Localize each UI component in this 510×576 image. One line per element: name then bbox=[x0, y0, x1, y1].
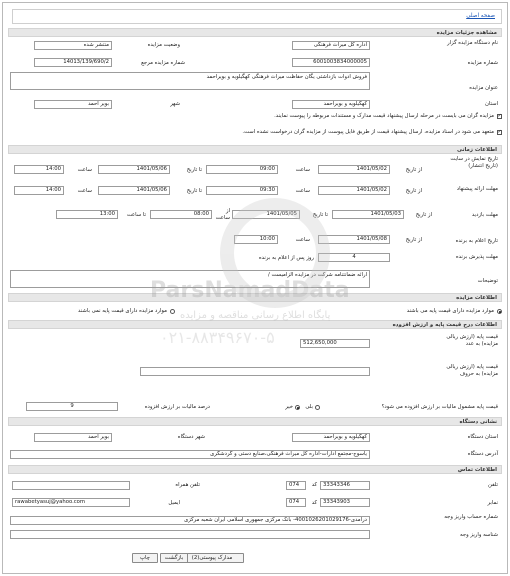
fax-code-field: 074 bbox=[286, 498, 306, 507]
accept-days-suffix: روز پس از اعلام به برنده bbox=[258, 255, 314, 261]
phone-code-field: 074 bbox=[286, 481, 306, 490]
no-base-price-label: موارد مزایده دارای قیمت پایه نمی باشند bbox=[78, 308, 167, 314]
auction-no-label: شماره مزایده bbox=[467, 60, 498, 66]
display-to-time: 14:00 bbox=[14, 165, 64, 174]
offer-from-label: از تاریخ bbox=[405, 188, 422, 194]
phone-label: تلفن bbox=[488, 482, 498, 488]
display-to-time-label: ساعت bbox=[77, 167, 92, 173]
announce-date-field: 1401/05/08 bbox=[318, 235, 390, 244]
display-date-label: تاریخ نمایش در سایت (تاریخ انتشار) bbox=[450, 156, 498, 169]
display-to-date: 1401/05/06 bbox=[98, 165, 170, 174]
province-label: استان bbox=[484, 101, 498, 107]
vat-percent-field: 9 bbox=[26, 402, 118, 411]
visit-to-time-label: تا ساعت bbox=[126, 212, 146, 218]
visit-from-time-label: از ساعت bbox=[215, 208, 230, 221]
mobile-field bbox=[12, 481, 130, 490]
vat-yes-label: بلی bbox=[305, 404, 313, 410]
vat-yes-radio[interactable] bbox=[315, 405, 320, 410]
visit-to-label: تا تاریخ bbox=[312, 212, 328, 218]
announce-from-label: از تاریخ bbox=[405, 237, 422, 243]
fax-label: نمابر bbox=[487, 500, 498, 506]
auction-no-field: 6001003834000005 bbox=[292, 58, 370, 67]
email-label: ایمیل bbox=[168, 500, 180, 506]
title-field: فروش ادوات بازداشتی یگان حفاظت میراث فرهنگی کهگیلویه و بویراحمد bbox=[10, 72, 370, 90]
no-base-price-radio[interactable] bbox=[170, 309, 175, 314]
section-header-price-info: اطلاعات درج قیمت پایه و ارزش افزوده bbox=[8, 320, 502, 329]
watermark-tagline: پایگاه اطلاع رسانی مناقصه و مزایده bbox=[180, 310, 331, 321]
notice1-text: مزایده گران می بایست در مرحله ارسال پیشنهاد قیمت مدارک و مستندات مربوطه را پیوست نمایند. bbox=[274, 113, 494, 119]
display-to-label: تا تاریخ bbox=[186, 167, 202, 173]
base-price-digits-field: 512,650,000 bbox=[300, 339, 370, 348]
description-field: ارائه ضمانتنامه شرکت در مزایده الزامیست / bbox=[10, 270, 370, 288]
offer-to-time-label: ساعت bbox=[77, 188, 92, 194]
close-button[interactable]: بازگشت bbox=[160, 553, 188, 563]
announce-time-field: 10:00 bbox=[234, 235, 278, 244]
accept-days-field: 4 bbox=[318, 253, 390, 262]
offer-to-date: 1401/05/06 bbox=[98, 186, 170, 195]
city-label: شهر bbox=[170, 101, 180, 107]
offer-to-time: 14:00 bbox=[14, 186, 64, 195]
org-city-field: بویر احمد bbox=[34, 433, 112, 442]
description-label: توضیحات bbox=[477, 278, 498, 284]
watermark-brand: ParsNamadData bbox=[150, 278, 350, 303]
display-from-label: از تاریخ bbox=[405, 167, 422, 173]
section-header-contact: اطلاعات تماس bbox=[8, 465, 502, 474]
section-header-address: نشانی دستگاه bbox=[8, 417, 502, 426]
org-address-label: آدرس دستگاه bbox=[467, 451, 498, 457]
offer-from-time: 09:30 bbox=[206, 186, 278, 195]
org-province-field: کهگیلویه و بویراحمد bbox=[292, 433, 370, 442]
top-bar bbox=[12, 9, 502, 24]
notice2-checkbox[interactable] bbox=[497, 130, 502, 135]
watermark-phone: ۰۲۱-۸۸۳۴۹۶۷۰-۵ bbox=[160, 328, 275, 347]
fax-code-label: کد bbox=[311, 500, 317, 506]
display-from-time-label: ساعت bbox=[295, 167, 310, 173]
org-label: نام دستگاه مزایده گزار bbox=[447, 40, 498, 46]
phone-code-label: کد bbox=[311, 482, 317, 488]
offer-to-label: تا تاریخ bbox=[186, 188, 202, 194]
base-price-words-field bbox=[140, 367, 370, 376]
visit-to-date: 1401/05/05 bbox=[232, 210, 300, 219]
vat-percent-label: درصد مالیات بر ارزش افزوده bbox=[144, 404, 210, 410]
visit-deadline-label: مهلت بازدید bbox=[471, 212, 498, 218]
org-address-field: یاسوج-مجتمع ادارات-اداره کل میراث فرهنگی،صنایع دستی و گردشگری bbox=[10, 450, 370, 459]
phone-field: 33343346 bbox=[320, 481, 370, 490]
announce-time-label: ساعت bbox=[295, 237, 310, 243]
visit-from-time: 08:00 bbox=[150, 210, 212, 219]
section-header-details: مشاهده جزئیات مزایده bbox=[8, 28, 502, 37]
mobile-label: تلفن همراه bbox=[175, 482, 200, 488]
print-button[interactable]: چاپ bbox=[132, 553, 158, 563]
accept-deadline-label: مهلت پذیرش برنده bbox=[455, 254, 498, 260]
org-city-label: شهر دستگاه bbox=[177, 434, 205, 440]
visit-from-label: از تاریخ bbox=[415, 212, 432, 218]
city-field: بویر احمد bbox=[34, 100, 112, 109]
home-link[interactable]: صفحه اصلی bbox=[466, 13, 495, 19]
announce-date-label: تاریخ اعلام به برنده bbox=[455, 238, 498, 244]
section-header-timing: اطلاعات زمانی bbox=[8, 145, 502, 154]
section-header-auction-info: اطلاعات مزایده bbox=[8, 293, 502, 302]
notice2-text: متعهد می شود در اسناد مزایده، ارسال پیشنهاد قیمت از طریق فایل پیوست از مزایده گران درخواست نشده است. bbox=[242, 129, 494, 135]
status-field: منتشر شده bbox=[34, 41, 112, 50]
offer-from-date: 1401/05/02 bbox=[318, 186, 390, 195]
base-price-words-label: قیمت پایه (ارزش ریالی مزایده) به حروف bbox=[446, 364, 498, 377]
title-label: عنوان مزایده bbox=[469, 85, 498, 91]
ref-no-label: شماره مزایده مرجع bbox=[141, 60, 185, 66]
ref-no-field: 14013/139/690/2 bbox=[34, 58, 112, 67]
display-from-time: 09:00 bbox=[206, 165, 278, 174]
province-field: کهگیلویه و بویراحمد bbox=[292, 100, 370, 109]
payment-id-field bbox=[10, 530, 370, 539]
payment-id-label: شناسه واریز وجه bbox=[460, 532, 498, 538]
visit-to-time: 13:00 bbox=[56, 210, 118, 219]
display-from-date: 1401/05/02 bbox=[318, 165, 390, 174]
org-province-label: استان دستگاه bbox=[467, 434, 498, 440]
vat-no-label: خیر bbox=[285, 404, 293, 410]
visit-from-date: 1401/05/03 bbox=[332, 210, 404, 219]
notice1-checkbox[interactable] bbox=[497, 114, 502, 119]
vat-no-radio[interactable] bbox=[295, 405, 300, 410]
offer-from-time-label: ساعت bbox=[295, 188, 310, 194]
org-field: اداره کل میراث فرهنگی bbox=[292, 41, 370, 50]
fax-field: 33343903 bbox=[320, 498, 370, 507]
offer-deadline-label: مهلت ارائه پیشنهاد bbox=[456, 186, 498, 192]
vat-question-label: قیمت پایه مشمول مالیات بر ارزش افزوده می شود؟ bbox=[381, 404, 498, 410]
account-label: شماره حساب واریز وجه bbox=[444, 514, 498, 520]
status-label: وضعیت مزایده bbox=[147, 42, 180, 48]
base-price-digits-label: قیمت پایه (ارزش ریالی مزایده) به عدد bbox=[446, 334, 498, 347]
email-field: rawabetyasuj@yahoo.com bbox=[12, 498, 130, 507]
attachments-button[interactable]: مدارک پیوستی(2) bbox=[180, 553, 244, 563]
has-base-price-radio[interactable] bbox=[497, 309, 502, 314]
account-field: درآمدی-4001026201029176- بانک مرکزی جمهوری اسلامی ایران شعبه مرکزی bbox=[10, 516, 370, 525]
has-base-price-label: موارد مزایده دارای قیمت پایه می باشند bbox=[406, 308, 494, 314]
